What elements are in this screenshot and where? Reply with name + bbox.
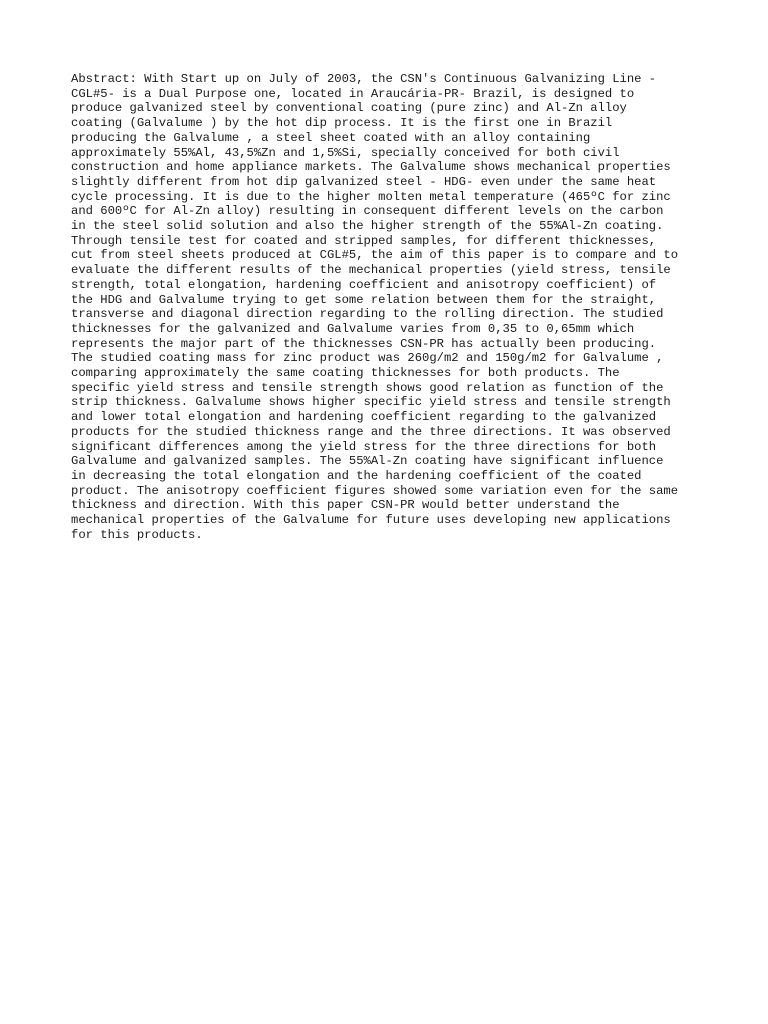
abstract-line: cycle processing. It is due to the higher molten metal temperature (465ºC for zinc [71,189,671,204]
abstract-line: The studied coating mass for zinc product was 260g/m2 and 150g/m2 for Galvalume , [71,351,664,366]
abstract-line: and 600ºC for Al-Zn alloy) resulting in consequent different levels on the carbon [71,204,664,219]
abstract-line: significant differences among the yield stress for the three directions for both [71,439,657,454]
abstract-line: evaluate the different results of the mechanical properties (yield stress, tensile [71,263,671,278]
abstract-line: mechanical properties of the Galvalume for future uses developing new applications [71,513,671,528]
abstract-line: thicknesses for the galvanized and Galvalume varies from 0,35 to 0,65mm which [71,321,635,336]
abstract-line: Through tensile test for coated and stripped samples, for different thicknesses, [71,233,657,248]
abstract-line: cut from steel sheets produced at CGL#5, the aim of this paper is to compare and to [71,248,679,263]
abstract-line: CGL#5- is a Dual Purpose one, located in Araucária-PR- Brazil, is designed to [71,86,635,101]
abstract-line: product. The anisotropy coefficient figures showed some variation even for the same [71,483,679,498]
abstract-line: specific yield stress and tensile strength shows good relation as function of the [71,380,664,395]
abstract-paragraph [71,72,711,543]
abstract-line: transverse and diagonal direction regarding to the rolling direction. The studied [71,307,664,322]
abstract-line: in decreasing the total elongation and the hardening coefficient of the coated [71,468,642,483]
abstract-line: construction and home appliance markets. The Galvalume shows mechanical properties [71,160,671,175]
abstract-line: thickness and direction. With this paper CSN-PR would better understand the [71,498,620,513]
abstract-line: slightly different from hot dip galvanized steel - HDG- even under the same heat [71,174,657,189]
abstract-line: strip thickness. Galvalume shows higher specific yield stress and tensile strength [71,395,671,410]
abstract-line: Galvalume and galvanized samples. The 55%Al-Zn coating have significant influence [71,454,664,469]
abstract-line: and lower total elongation and hardening coefficient regarding to the galvanized [71,410,657,425]
abstract-line: the HDG and Galvalume trying to get some relation between them for the straight, [71,292,657,307]
abstract-line: in the steel solid solution and also the higher strength of the 55%Al-Zn coating. [71,219,664,234]
abstract-line: produce galvanized steel by conventional coating (pure zinc) and Al-Zn alloy [71,101,627,116]
abstract-line: for this products. [71,527,203,542]
abstract-line: comparing approximately the same coating thicknesses for both products. The [71,366,620,381]
abstract-line: Abstract: With Start up on July of 2003, the CSN's Continuous Galvanizing Line - [71,72,657,86]
abstract-line: approximately 55%Al, 43,5%Zn and 1,5%Si, specially conceived for both civil [71,145,620,160]
abstract-line: producing the Galvalume , a steel sheet coated with an alloy containing [71,130,591,145]
abstract-line: coating (Galvalume ) by the hot dip process. It is the first one in Brazil [71,116,613,131]
abstract-line: strength, total elongation, hardening coefficient and anisotropy coefficient) of [71,277,657,292]
abstract-line: products for the studied thickness range and the three directions. It was observed [71,424,671,439]
abstract-line: represents the major part of the thicknesses CSN-PR has actually been producing. [71,336,657,351]
